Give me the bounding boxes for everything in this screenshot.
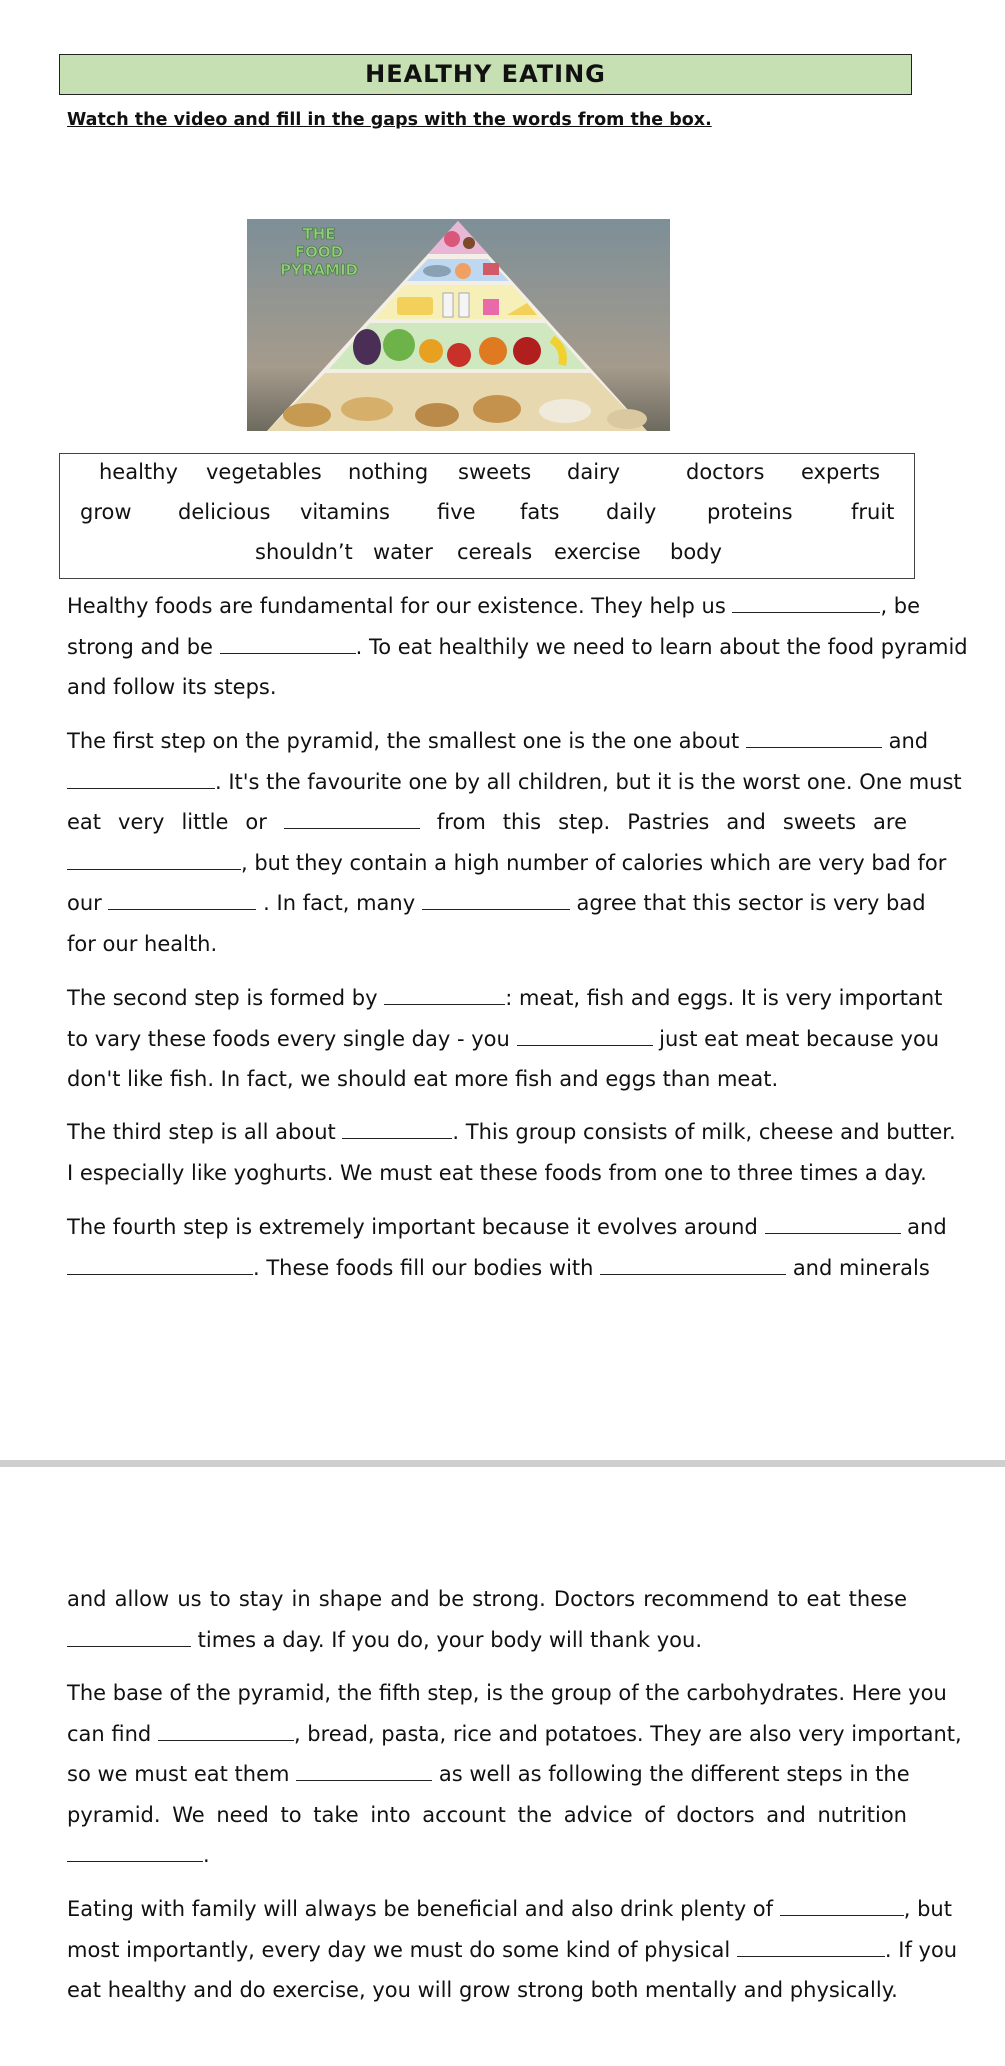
answer-blank[interactable] [158,1718,294,1741]
answer-blank[interactable] [284,806,420,829]
paragraph-line: , but they contain a high number of calories which are very bad for [67,843,907,884]
paragraph-line: The first step on the pyramid, the smallest one is the one about and [67,721,907,762]
word-daily: daily [606,500,657,524]
pyramid-caption-food: FOOD [294,243,344,261]
answer-blank[interactable] [220,631,356,654]
paragraph-line: . These foods fill our bodies with and minerals [67,1248,907,1289]
paragraph-third-step [67,1112,956,1193]
answer-blank[interactable] [732,590,880,613]
answer-blank[interactable] [384,982,505,1005]
paragraph-line: strong and be . To eat healthily we need to learn about the food pyramid [67,627,907,668]
paragraph-intro [67,586,968,708]
word-proteins: proteins [707,500,793,524]
word-row-1 [60,460,914,500]
word-vegetables: vegetables [206,460,322,484]
answer-blank[interactable] [600,1252,786,1275]
word-dairy: dairy [567,460,621,484]
answer-blank[interactable] [746,725,882,748]
paragraph-line: Healthy foods are fundamental for our existence. They help us , be [67,586,907,627]
word-grow: grow [80,500,132,524]
answer-blank[interactable] [737,1934,885,1957]
paragraph-line: The base of the pyramid, the fifth step, is the group of the carbohydrates. Here you [67,1681,947,1705]
answer-blank[interactable] [108,887,256,910]
word-vitamins: vitamins [300,500,390,524]
answer-blank[interactable] [67,1839,203,1862]
paragraph-line: eat healthy and do exercise, you will grow strong both mentally and physically. [67,1978,898,2002]
paragraph-line: The second step is formed by : meat, fish and eggs. It is very important [67,978,907,1019]
word-experts: experts [801,460,881,484]
paragraph-line: for our health. [67,931,218,956]
word-five: five [437,500,476,524]
page-divider [0,1460,1005,1467]
pyramid-caption-the: THE [302,225,336,243]
word-row-2 [60,500,914,540]
word-doctors: doctors [686,460,765,484]
paragraph-line: our . In fact, many agree that this sector is very bad [67,883,907,924]
paragraph-line: to vary these foods every single day - you just eat meat because you [67,1019,907,1060]
paragraph-line: don't like fish. In fact, we should eat more fish and eggs than meat. [67,1067,779,1091]
paragraph-fourth-step-continued [67,1579,907,1660]
word-fruit: fruit [851,500,895,524]
paragraph-line: eat very little or from this step. Pastries and sweets are [67,802,907,843]
word-delicious: delicious [178,500,271,524]
instructions: Watch the video and fill in the gaps with the words from the box. [67,110,712,130]
paragraph-fifth-step [67,1673,962,1876]
answer-blank[interactable] [67,766,215,789]
word-healthy: healthy [99,460,178,484]
paragraph-fourth-step [67,1207,947,1288]
answer-blank[interactable] [517,1023,653,1046]
worksheet-page-2 [0,1467,1005,2066]
answer-blank[interactable] [342,1116,452,1139]
paragraph-line: The fourth step is extremely important because it evolves around and [67,1207,907,1248]
word-shouldnt: shouldn’t [255,540,353,564]
answer-blank[interactable] [67,1252,253,1275]
paragraph-second-step [67,978,943,1100]
word-body: body [670,540,722,564]
paragraph-line: The third step is all about . This group consists of milk, cheese and butter. [67,1112,907,1153]
word-sweets: sweets [458,460,532,484]
paragraph-line: and allow us to stay in shape and be strong. Doctors recommend to eat these [67,1587,907,1611]
word-water: water [373,540,433,564]
paragraph-line: and follow its steps. [67,675,277,699]
paragraph-line: times a day. If you do, your body will thank you. [67,1620,907,1661]
answer-blank[interactable] [780,1893,904,1916]
answer-blank[interactable] [67,847,241,870]
answer-blank[interactable] [296,1758,432,1781]
paragraph-line: Eating with family will always be beneficial and also drink plenty of , but [67,1889,907,1930]
worksheet-title: HEALTHY EATING [59,54,912,95]
word-cereals: cereals [457,540,533,564]
paragraph-line: can find , bread, pasta, rice and potatoes. They are also very important, [67,1714,907,1755]
paragraph-line: most importantly, every day we must do some kind of physical . If you [67,1930,907,1971]
paragraph-first-step [67,721,962,964]
paragraph-conclusion [67,1889,958,2011]
word-nothing: nothing [348,460,429,484]
paragraph-line: . [67,1835,907,1876]
paragraph-line: I especially like yoghurts. We must eat these foods from one to three times a day. [67,1160,927,1185]
word-exercise: exercise [554,540,641,564]
word-box [59,453,915,579]
word-row-3 [60,540,914,580]
answer-blank[interactable] [765,1211,901,1234]
answer-blank[interactable] [422,887,570,910]
pyramid-caption-pyramid: PYRAMID [280,261,358,279]
food-pyramid-image [247,219,670,431]
paragraph-line: . It's the favourite one by all children, but it is the worst one. One must [67,762,907,803]
answer-blank[interactable] [67,1624,191,1647]
paragraph-line: so we must eat them as well as following the different steps in the [67,1754,907,1795]
paragraph-line: pyramid. We need to take into account the advice of doctors and nutrition [67,1802,907,1827]
word-fats: fats [520,500,560,524]
